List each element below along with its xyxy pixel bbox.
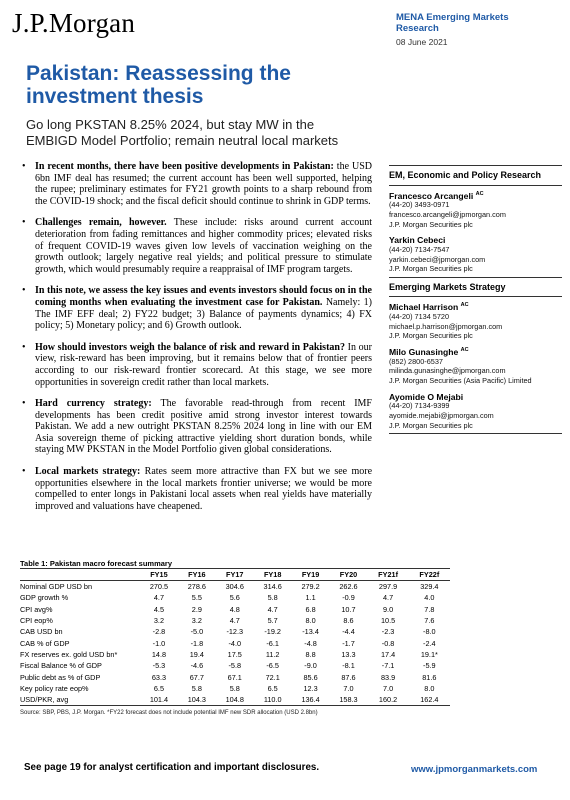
- bullet-text: These include: risks around current account deterioration from fading remittances and higher commodity prices; elevated risks of frequent COVID-19 waves given low levels of vaccination weighing on the growth outlook; largely negative real yields; and political pressure to stimulate growth, which would presumably require a reappraisal of IMF program targets.: [35, 217, 372, 275]
- table-cell: 3.2: [191, 616, 202, 626]
- table-cell: 7.0: [343, 683, 354, 693]
- table-cell: -5.9: [423, 661, 436, 671]
- section-heading: Emerging Markets Strategy: [389, 281, 506, 292]
- table-cell: 10.5: [380, 616, 396, 626]
- table-row: [20, 581, 450, 593]
- report-header: [396, 12, 566, 47]
- table-cell: 83.9: [380, 672, 396, 682]
- table-cell: -8.1: [342, 661, 355, 671]
- bullet-icon: •: [22, 398, 26, 410]
- table-cell: 314.6: [263, 582, 282, 592]
- table-cell: -6.5: [266, 661, 279, 671]
- bullet-icon: •: [22, 161, 26, 172]
- table-cell: 11.2: [265, 649, 280, 659]
- table-cell: 104.3: [178, 694, 216, 706]
- bullet-item: [20, 161, 372, 207]
- bullet-icon: •: [22, 341, 26, 353]
- table-cell: 3.2: [153, 616, 165, 626]
- table-cell: 110.0: [254, 694, 292, 706]
- bullet-item: [20, 466, 372, 512]
- analyst-phone: (44-20) 7134-7547: [389, 245, 450, 254]
- table-cell: -1.8: [190, 638, 204, 648]
- row-label: GDP growth %: [20, 593, 69, 603]
- table-cell: -2.8: [152, 627, 166, 637]
- bullet-text: the USD 6bn IMF deal has resumed; the current account has been well supported, helping the rupee; preliminary estimates for FY21 growth points to a sharp rebound from the COVID-19 shock; and the fiscal deficit should continue to shrink in GDP terms.: [35, 161, 372, 207]
- table-cell: -8.0: [423, 627, 436, 637]
- analyst-firm: J.P. Morgan Securities plc: [389, 219, 473, 229]
- table-cell: 17.4: [380, 649, 396, 659]
- analyst-name: Ayomide O Mejabi: [389, 391, 464, 402]
- table-cell: 4.7: [153, 593, 165, 603]
- table-cell: 14.8: [151, 649, 167, 659]
- analyst-phone: (44-20) 3493-0971: [389, 200, 450, 210]
- table-cell: 104.8: [216, 694, 254, 706]
- table-row: [20, 649, 450, 660]
- bullet-text: The favorable read-through from recent IMF developments has been credit positive amid strong investor interest towards Pakistan. We add a new outright PKSTAN 8.25% 2024 long in line with our EM Asia sovereign theme of picking attractive yielding short duration bonds, while staying MW PKSTAN in the Model Portfolio given global considerations.: [35, 398, 372, 456]
- table-cell: -19.2: [264, 627, 281, 637]
- table-cell: 5.8: [229, 683, 240, 693]
- table-cell: 13.3: [341, 649, 356, 659]
- divider: [389, 165, 562, 166]
- table-cell: 279.2: [301, 582, 320, 592]
- table-cell: -4.6: [190, 661, 204, 671]
- macro-forecast-table: [20, 559, 450, 716]
- table-cell: -1.0: [152, 638, 166, 648]
- analyst-firm: J.P. Morgan Securities plc: [389, 420, 473, 430]
- analyst-phone: (44-20) 7134-9399: [389, 401, 450, 411]
- table-cell: 4.7: [229, 616, 240, 626]
- row-label: Key policy rate eop%: [20, 683, 89, 693]
- table-cell: 8.0: [305, 616, 316, 626]
- table-cell: 7.6: [424, 616, 435, 626]
- table-row: [20, 660, 450, 671]
- bullet-lead: Challenges remain, however.: [35, 217, 167, 229]
- table-row: [20, 626, 450, 637]
- bullet-text: Namely: 1) The IMF EFF deal; 2) FY22 budget; 3) Balance of payments dynamics; 4) FX policy; 5) Monetary policy; and 6) Growth outlook.: [35, 296, 372, 332]
- table-cell: -4.0: [228, 638, 242, 648]
- table-cell: -12.3: [226, 627, 244, 637]
- table-cell: 4.0: [424, 593, 435, 603]
- table-cell: 162.4: [409, 694, 450, 706]
- divider: [389, 185, 562, 186]
- table-row: [20, 683, 450, 694]
- table-cell: -2.3: [381, 627, 395, 637]
- table-cell: 101.4: [140, 694, 178, 706]
- row-label: CAB % of GDP: [20, 638, 70, 648]
- table-cell: 4.7: [382, 593, 394, 603]
- analyst-card: [389, 390, 562, 431]
- table-title: Table 1: Pakistan macro forecast summary: [20, 559, 173, 568]
- table-source-note: Source: SBP, PBS, J.P. Morgan. *FY22 forecast does not include potential IMF new SDR allocation (USD 2.8bn): [20, 710, 318, 717]
- table-cell: -5.8: [228, 661, 242, 671]
- table-cell: 5.7: [267, 616, 278, 626]
- analyst-email[interactable]: michael.p.harrison@jpmorgan.com: [389, 321, 503, 331]
- bullet-lead: In this note, we assess the key issues and events investors should focus on in the coming months when evaluating the investment case for Pakistan.: [35, 285, 372, 308]
- report-series-sub: Research: [396, 23, 439, 34]
- table-row: [20, 592, 450, 603]
- analyst-firm: J.P. Morgan Securities (Asia Pacific) Limited: [389, 375, 532, 385]
- table-cell: 8.0: [424, 683, 435, 693]
- disclosure-note: See page 19 for analyst certification and important disclosures.: [24, 762, 320, 773]
- bullet-text: In our view, risk-reward has been improving, but it remains below that of frontier peers according to our risk-reward frontier scorecard. At this stage, we see more opportunities in sovereign credit rather than local markets.: [35, 341, 373, 388]
- section-heading: EM, Economic and Policy Research: [389, 170, 542, 180]
- table-cell: -9.0: [304, 661, 317, 671]
- table-cell: 7.0: [382, 683, 394, 693]
- bullet-item: [20, 217, 372, 275]
- analyst-phone: (852) 2800-6537: [389, 356, 443, 366]
- table-cell: 6.5: [267, 683, 278, 693]
- column-header: FY19: [292, 569, 330, 581]
- analyst-email[interactable]: ayomide.mejabi@jpmorgan.com: [389, 411, 494, 421]
- row-label: CAB USD bn: [20, 627, 63, 637]
- analyst-firm: J.P. Morgan Securities plc: [389, 331, 473, 341]
- table-cell: -0.8: [381, 638, 395, 648]
- table-cell: 6.5: [153, 683, 165, 693]
- bullet-list: [20, 161, 372, 522]
- table-cell: 72.1: [265, 672, 280, 682]
- table-cell: 85.6: [303, 672, 318, 682]
- bullet-icon: •: [22, 285, 26, 297]
- bullet-item: [20, 398, 372, 456]
- column-header: FY18: [254, 569, 292, 581]
- divider: [389, 296, 562, 297]
- table-cell: 17.5: [227, 649, 242, 659]
- analyst-name: Milo Gunasinghe $^{AC}$: [389, 346, 469, 357]
- divider: [389, 277, 562, 278]
- bullet-lead: Local markets strategy:: [35, 466, 141, 478]
- table-cell: -7.1: [381, 661, 395, 671]
- report-series: MENA Emerging Markets: [396, 12, 509, 23]
- table-cell: -13.4: [302, 627, 319, 637]
- data-table: [20, 568, 450, 706]
- analyst-email[interactable]: milinda.gunasinghe@jpmorgan.com: [389, 366, 506, 376]
- analyst-card: [389, 345, 562, 386]
- table-cell: 8.8: [305, 649, 316, 659]
- analyst-email[interactable]: yarkin.cebeci@jpmorgan.com: [389, 254, 486, 264]
- table-cell: 262.6: [339, 582, 358, 592]
- row-label: Fiscal Balance % of GDP: [20, 661, 102, 671]
- table-cell: 4.8: [229, 604, 240, 614]
- table-cell: -5.0: [190, 627, 204, 637]
- table-cell: 19.4: [189, 649, 204, 659]
- analyst-firm: J.P. Morgan Securities plc: [389, 264, 473, 274]
- table-cell: 160.2: [367, 694, 408, 706]
- bullet-text: Rates seem more attractive than FX but we see more opportunities elsewhere in the local markets frontier universe; we would be more compelled to enter longs in Pakistani local assets when real yields have materially improved and valuations have cheapened.: [35, 466, 373, 512]
- bullet-lead: In recent months, there have been positive developments in Pakistan:: [35, 161, 334, 172]
- row-label: CPI avg%: [20, 604, 53, 614]
- analyst-email[interactable]: francesco.arcangeli@jpmorgan.com: [389, 209, 506, 219]
- row-label: FX reserves ex. gold USD bn*: [20, 649, 118, 659]
- table-body: [20, 581, 450, 706]
- table-cell: 10.7: [341, 604, 356, 614]
- table-cell: 329.4: [420, 582, 439, 592]
- bullet-item: [20, 285, 372, 331]
- table-cell: -2.4: [423, 638, 436, 648]
- report-date: 08 June 2021: [396, 37, 448, 47]
- column-header: FY21f: [367, 569, 408, 581]
- bullet-icon: •: [22, 466, 26, 478]
- table-cell: 81.6: [422, 672, 437, 682]
- website-link[interactable]: www.jpmorganmarkets.com: [411, 764, 538, 775]
- row-label: CPI eop%: [20, 616, 53, 626]
- table-cell: 158.3: [330, 694, 368, 706]
- table-cell: 136.4: [292, 694, 330, 706]
- column-header: FY15: [140, 569, 178, 581]
- bullet-item: [20, 342, 372, 388]
- table-cell: -4.4: [342, 627, 355, 637]
- table-cell: 63.3: [151, 672, 167, 682]
- table-cell: -0.9: [342, 593, 355, 603]
- table-cell: 7.8: [424, 604, 435, 614]
- table-cell: 67.1: [227, 672, 242, 682]
- table-cell: 297.9: [378, 582, 398, 592]
- table-header-row: [20, 569, 450, 581]
- table-cell: -1.7: [342, 638, 355, 648]
- table-cell: 2.9: [191, 604, 202, 614]
- analyst-sidebar: [389, 165, 562, 434]
- analyst-card: [389, 189, 562, 230]
- column-header: FY20: [330, 569, 368, 581]
- table-cell: 1.1: [305, 593, 316, 603]
- table-cell: 270.5: [149, 582, 169, 592]
- divider: [389, 433, 562, 434]
- jpmorgan-logo: J.P.Morgan: [12, 8, 136, 38]
- bullet-lead: Hard currency strategy:: [35, 398, 152, 410]
- table-cell: 87.6: [341, 672, 356, 682]
- bullet-lead: How should investors weigh the balance of risk and reward in Pakistan?: [35, 341, 345, 353]
- row-label: Public debt as % of GDP: [20, 672, 101, 682]
- table-cell: 6.8: [305, 604, 316, 614]
- analyst-name: Michael Harrison $^{AC}$: [389, 302, 469, 313]
- analyst-card: [389, 233, 562, 274]
- table-cell: 5.6: [229, 593, 240, 603]
- table-cell: 9.0: [382, 604, 394, 614]
- table-cell: -4.8: [304, 638, 317, 648]
- bullet-icon: •: [22, 217, 26, 229]
- analyst-card: [389, 300, 562, 341]
- table-cell: 4.5: [153, 604, 165, 614]
- table-cell: 19.1*: [420, 649, 438, 659]
- column-header: FY17: [216, 569, 254, 581]
- analyst-phone: (44-20) 7134 5720: [389, 312, 450, 322]
- table-cell: 8.6: [343, 616, 354, 626]
- table-cell: 12.3: [303, 683, 318, 693]
- table-cell: 67.7: [189, 672, 204, 682]
- column-header: FY16: [178, 569, 216, 581]
- table-row: [20, 615, 450, 626]
- analyst-name: Francesco Arcangeli $^{AC}$: [389, 190, 484, 201]
- table-cell: -6.1: [266, 638, 279, 648]
- page-subtitle: Go long PKSTAN 8.25% 2024, but stay MW in the EMBIGD Model Portfolio; remain neutral local markets: [26, 117, 339, 148]
- table-cell: 5.8: [191, 683, 202, 693]
- table-cell: 4.7: [267, 604, 278, 614]
- column-header: FY22f: [409, 569, 450, 581]
- table-cell: 278.6: [187, 582, 206, 592]
- row-label: USD/PKR, avg: [20, 694, 140, 706]
- table-row: [20, 604, 450, 615]
- analyst-name: Yarkin Cebeci: [389, 235, 446, 245]
- table-row: [20, 671, 450, 682]
- table-row: [20, 637, 450, 648]
- table-cell: 5.8: [267, 593, 278, 603]
- table-cell: 5.5: [191, 593, 202, 603]
- table-cell: -5.3: [152, 661, 166, 671]
- page-title: Pakistan: Reassessing the investment thesis: [26, 62, 291, 108]
- row-label: Nominal GDP USD bn: [20, 582, 93, 592]
- column-header: [20, 569, 140, 581]
- table-row: [20, 694, 450, 706]
- table-cell: 304.6: [225, 582, 244, 592]
